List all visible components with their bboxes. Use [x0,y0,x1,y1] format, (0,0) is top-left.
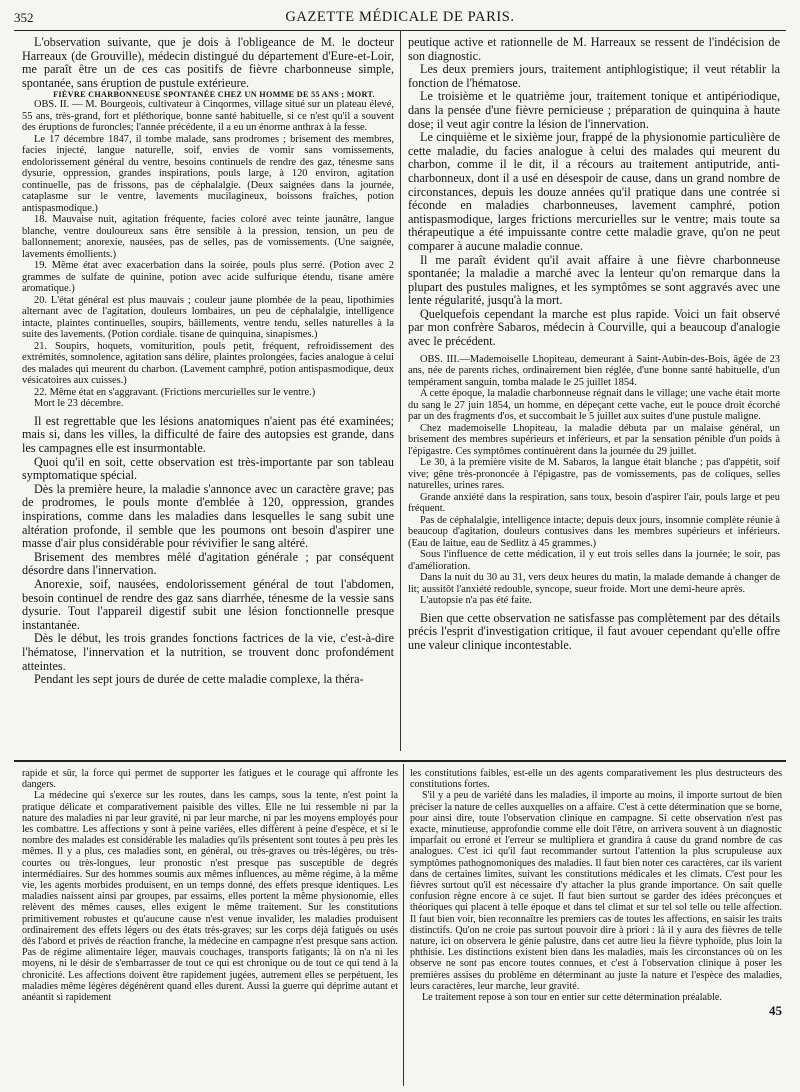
conclusion-paragraph: Il me paraît évident qu'il avait affaire à une fièvre charbonneuse spontanée; la maladie a marché avec la lenteur qu'on remarque dans la plupart des pustules malignes, et les symptômes se sont aggravés avec une lente régularité, jusqu'à la mort. [408,252,780,308]
commentary-7: Pendant les sept jours de durée de cette maladie complexe, la théra- [34,672,364,687]
days-5-6-paragraph: Le cinquième et le sixième jour, frappé de la physionomie particulière de cette maladie, du facies analogue à celui des malades qui meurent du charbon, comme il le dit, il a récours au traitement antiputride, anti-charbonneux, dont il a usé en désespoir de cause, dans un grand nombre de circonstances, depuis les douze années qu'il pratique dans une contrée si féconde en maladies charbonneuses, lavement camphré, potion antispasmodique, larges frictions mercurielles sur le ventre; mais toute sa thérapeutique a été impuissante contre cette maladie grave, qu'on ne peut comparer à aucune maladie connue. [408,130,780,253]
transition-paragraph: Quelquefois cependant la marche est plus rapide. Voici un fait observé par mon confrère Sabaros, médecin à Courville, qui a beaucoup d'analogie avec le précédent. [408,306,780,349]
days-3-4-paragraph: Le troisième et le quatrième jour, traitement tonique et antipériodique, dans la pensée d'une fièvre pernicieuse ; préparation de quinquina à haute dose; il veut agir contre la lésion de l'innervation. [408,89,780,131]
obs-3-night: Dans la nuit du 30 au 31, vers deux heures du matin, la malade demande à changer de lit; aussitôt l'anxiété redouble, syncope, sueur froide. Mort une demi-heure après. [408,572,780,595]
bottom-left-column [22,768,398,1088]
feuilleton-paragraph-5: Le traitement repose à son tour en entier sur cette détermination préalable. [422,992,722,1004]
commentary-6: Dès le début, les trois grandes fonctions factrices de la vie, c'est-à-dire l'hématose, l'innervation et la nutrition, se trouvent donc profondément atteintes. [22,631,394,673]
top-right-column [408,36,780,754]
obs-3-respiration: Grande anxiété dans la respiration, sans toux, besoin d'aspirer l'air, pouls large et peu fréquent. [408,491,780,515]
day-20-paragraph: 20. L'état général est plus mauvais ; couleur jaune plombée de la peau, lipothimies alternant avec de l'agitation, douleurs lombaires, un peu de céphalalgie, intelligence intacte, plaintes continuelles, soupirs, bâillements, ventre tendu, selles naturelles à la suite des lavements. (Potion cordiale. tisane de quinquina, sinapismes.) [22,294,394,341]
therapy-paragraph: peutique active et rationnelle de M. Harreaux se ressent de l'indécision de son diagnostic. [408,36,780,63]
commentary-2: Quoi qu'il en soit, cette observation est très-importante par son tableau symptomatique spécial. [22,454,394,483]
top-column-divider [400,31,401,751]
days-1-2-paragraph: Les deux premiers jours, traitement antiphlogistique; il veut rétablir la fonction de l'hématose. [408,62,780,90]
obs-3-neuro: Pas de céphalalgie, intelligence intacte; depuis deux jours, insomnie complète réunie à beaucoup d'agitation, douleurs contusives dans les membres supérieurs et inférieurs. (Eau de laitue, eau de Sedlitz à 45 grammes.) [408,514,780,549]
feuilleton-rule [14,760,786,762]
day-22-paragraph: 22. Même état en s'aggravant. (Frictions mercurielles sur le ventre.) [34,386,316,398]
feuilleton-paragraph-1: rapide et sûr, la force qui permet de supporter les fatigues et le courage qui affronte les dangers. [22,768,398,791]
top-left-column [22,36,394,754]
commentary-1: Il est regrettable que les lésions anatomiques n'aient pas été examinées; mais si, dans les villes, la difficulté de faire des autopsies est grande, dans les campagnes elle est insurmontable. [22,413,394,456]
page-number: 352 [14,10,34,25]
signature-mark: 45 [769,1003,782,1019]
day-18-paragraph: 18. Mauvaise nuit, agitation fréquente, facies coloré avec teinte jaunâtre, langue blanche, ventre douloureux sans être sensible à la pression, tension, un peu de ballonnement; anorexie, nausées, pas de selles, pas de vomissements. (Une saignée, lavements émollients.) [22,214,394,260]
observation-heading: FIÈVRE CHARBONNEUSE SPONTANÉE CHEZ UN HOMME DE 55 ANS ; MORT. [53,90,375,100]
bottom-right-column [410,768,782,1088]
bottom-column-divider [403,764,404,1086]
obs-3-paragraph: OBS. III.—Mademoiselle Lhopiteau, demeurant à Saint-Aubin-des-Bois, âgée de 23 ans, née de parents riches, ordinairement bien réglée, d'une bonne santé habituelle, d'un tempérament sanguin, tomba malade le 25 juillet 1854. [408,353,780,388]
obs-3-conclusion: Bien que cette observation ne satisfasse pas complètement par des détails précis l'esprit d'investigation critique, il faut avouer cependant qu'elle offre une valeur clinique incontestable. [408,610,780,652]
journal-title: GAZETTE MÉDICALE DE PARIS. [285,9,515,25]
obs-3-day-30: Le 30, à la première visite de M. Sabaros, la langue était blanche ; pas d'appétit, soif vive; gêne très-prononcée à l'épigastre, pas de vomissements, pas de coliques, selles naturelles, urines rares. [408,457,780,492]
intro-paragraph: L'observation suivante, que je dois à l'obligeance de M. le docteur Harreaux (de Grouville), médecin distingué du département d'Eure-et-Loir, me paraît être un de ces cas positifs de fièvre charbonneuse simple, spontanée, sans éruption de pustule extérieure. [22,36,394,90]
day-17-paragraph: Le 17 décembre 1847, il tombe malade, sans prodromes ; brisement des membres, facies injecté, langue naturelle, soif, envies de vomir sans vomissements, endolorissement général du ventre, besoins continuels de rendre des gaz, ténesme sans dysurie, oppression, grandes inspirations, pouls large, à 120 environ, agitation continuelle, pas de frissons, pas de céphalalgie. (Deux saignées dans la journée, cataplasme sur le ventre, lavements mucilagineux, boissons fraîches, potion antispasmodique.) [22,133,394,214]
day-19-paragraph: 19. Même état avec exacerbation dans la soirée, pouls plus serré. (Potion avec 2 grammes de sulfate de quinine, potion avec acide sulfurique étendu, tisane amère aromatique.) [22,260,394,295]
page-header [14,8,786,30]
obs-3-autopsy: L'autopsie n'a pas été faite. [420,595,532,607]
commentary-4: Brisement des membres mêlé d'agitation générale ; par conséquent désordre dans l'innervation. [22,549,394,578]
death-paragraph: Mort le 23 décembre. [34,398,124,410]
feuilleton-paragraph-4: S'il y a peu de variété dans les maladies, il importe au moins, il importe surtout de bien préciser la nature de celles auxquelles on a affaire. C'est à cette détermination que se borne, pour ainsi dire, toute l'observation clinique en campagne. Si cette observation n'est pas exacte, minutieuse, approfondie comme elle doit l'être, on arrivera souvent à un diagnostic imparfait ou erroné et l'erreur se multipliera et grandira à cause du grand nombre de cas analogues. C'est ici qu'il faut recommander surtout l'attention la plus scrupuleuse aux symptômes pathognomoniques des maladies. Il faut bien noter ces caractères, car ils varient dans de certaines limites, suivant les constitutions médicales et les climats. C'est pour les fièvres surtout qu'il est nécessaire d'y attacher la plus grande importance. On sait quelle confusion règne encore à ce sujet. Il faut bien surtout se garder des idées préconçues et théoriques qui placent à telle époque et dans tel climat et sur tel sol telle ou telle affection. Il faut bien voir, bien reconnaître les premiers cas de toutes les affections, en saisir les traits distinctifs. Qu'on ne croie pas surtout pouvoir dire à priori : là il y aura des fièvres de telle nature, ici on observera le génie palustre, dans cet autre lieu la fièvre typhoïde, plus loin la phthisie. Les distinctions existent bien dans les maladies, mais les circonstances où on les observe ne sont pas encore toutes connues, et c'est à l'observation clinique à poser les premières assises du problème en déterminant au juste la nature et l'espèce des maladies, leurs caractères, leur marche, leur gravité. [410,790,782,992]
obs-3-context: A cette époque, la maladie charbonneuse régnait dans le village; une vache était morte du sang le 27 juin 1854, un homme, en dépeçant cette vache, eut le pouce droit écorché par un des fragments d'os, et succombait le 5 juillet aux suites d'une pustule maligne. [408,388,780,423]
day-21-paragraph: 21. Soupirs, hoquets, vomiturition, pouls petit, fréquent, refroidissement des extrémités, somnolence, agitation sans délire, plaintes prolongées, facies analogue à celui des malades qui meurent du charbon. (Lavement camphré, potion antispasmodique, deux vésicatoires aux cuisses.) [22,340,394,387]
obs-3-onset: Chez mademoiselle Lhopiteau, la maladie débuta par un malaise général, un brisement des membres supérieurs et inférieurs, et par la sensation pénible d'un poids à l'épigastre. Ces symptômes continuèrent dans la journée du 29 juillet. [408,422,780,457]
obs-2-paragraph: OBS. II. — M. Bourgeois, cultivateur à Cinqormes, village situé sur un plateau élevé, 55 ans, très-grand, fort et pléthorique, bonne santé habituelle, si ce n'est qu'il a souvent des éruptions de furoncles; l'année précédente, il a eu un énorme anthrax à la fesse. [22,99,394,134]
obs-3-medication: Sous l'influence de cette médication, il y eut trois selles dans la journée; le soir, pas d'amélioration. [408,549,780,572]
commentary-5: Anorexie, soif, nausées, endolorissement général de tout l'abdomen, besoin continuel de rendre des gaz sans diarrhée, ténesme de la vessie sans dysurie. Tout l'appareil digestif subit une lésion fonctionnelle presque instantanée. [22,577,394,632]
commentary-3: Dès la première heure, la maladie s'annonce avec un caractère grave; pas de prodromes, le pouls monte d'emblée à 120, oppression, grandes inspirations, comme dans les maladies dans lesquelles le sang subit une altération profonde, il semble que les poumons ont besoin d'aspirer une masse d'air plus considérable pour révivifier le sang altéré. [22,481,394,551]
feuilleton-paragraph-3: les constitutions faibles, est-elle un des agents comparativement les plus destructeurs des constitutions fortes. [410,768,782,791]
feuilleton-paragraph-2: La médecine qui s'exerce sur les routes, dans les camps, sous la tente, n'est point la pratique délicate et comparativement paisible des villes. Elle ne lui ressemble ni par la nature des maladies ni par leur gravité, ni par leur marche, ni par les moyens employés pour les combattre. Les affections y sont à peine variées, elles diffèrent à peine d'espèce, et si le nombre des malades est considérable les maladies qu'ils présentent sont toutes à peu près les mêmes. Il y a plus, ces maladies sont, en général, ou très-graves ou très-légères, ou très-courtes ou très-longues, leur pronostic n'est presque pas susceptible de degrés intermédiaires. Sur des hommes soumis aux mêmes influences, au même régime, à la même vie, les agents morbides produisent, en un temps donné, des effets presque identiques. Les maladies naissent ainsi par groupes, par essaims, elles portent la même physionomie, elles relèvent des mêmes causes, elles exigent le même traitement. Sur les constitutions primitivement robustes et qu'aucune cause n'est venue invalider, les maladies produisent ordinairement des effets légers ou des états très-graves; sur les corps déjà fatigués ou usés dès l'abord et privés de réaction franche, la médecine en campagne n'est presque sans action. Pas de régime alimentaire léger, mauvais couchages, transports fatigants; là on n'a ni les moyens, ni le désir de s'embarrasser de tout ce qui est chronique ou de tout ce qui tend à la chronicité. Les affections doivent être rapidement jugées, autrement elles se perpétuent, les maladies même légères dégénèrent quand elles durent. Aussi la guerre qui déprime autant et anéantit si rapidement [22,790,398,1004]
